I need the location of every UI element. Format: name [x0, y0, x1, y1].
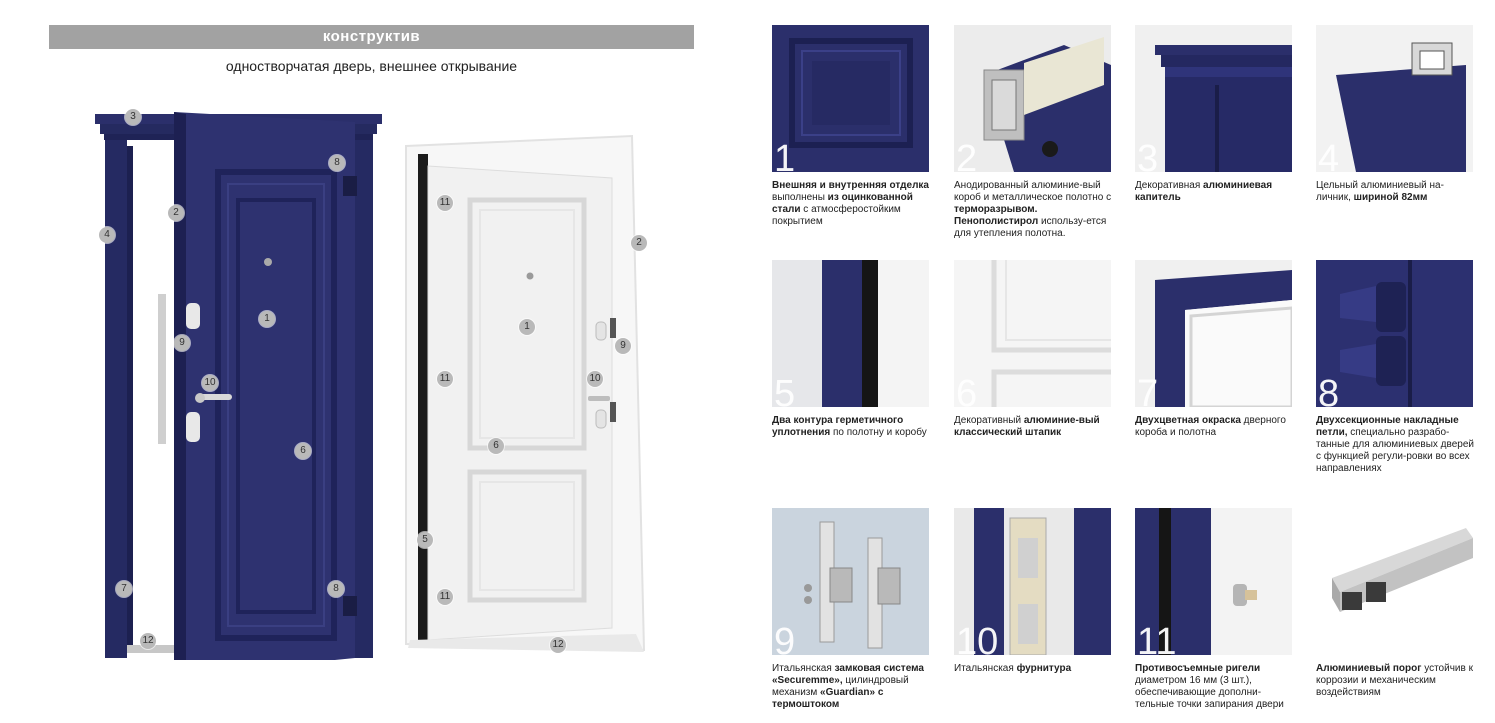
- marker-8-left-top: 8: [329, 155, 345, 171]
- marker-10-right: 10: [587, 371, 603, 387]
- marker-10-left: 10: [202, 375, 218, 391]
- feature-number: 10: [956, 621, 999, 655]
- feature-number: 11: [1137, 621, 1177, 655]
- marker-7-left: 7: [116, 581, 132, 597]
- feature-caption: Итальянская замковая система «Securemme», цилиндровый механизм «Guardian» с термоштоком: [772, 663, 924, 710]
- feature-caption: Внешняя и внутренняя отделка выполнены из оцинкованной стали с атмосферостойким покрытием: [772, 180, 929, 227]
- feature-photo-1: [772, 25, 929, 172]
- marker-9-left: 9: [174, 335, 190, 351]
- feature-number: 4: [1318, 138, 1340, 172]
- feature-number: 12: [1318, 621, 1361, 655]
- feature-caption: Двухсекционные накладные петли, специально разрабо-танные для алюминиевых дверей с функцией регули-ровки во всех направлениях: [1316, 415, 1474, 474]
- feature-number: 1: [774, 138, 796, 172]
- marker-11-right-mid: 11: [437, 371, 453, 387]
- feature-caption: Декоративный алюминие-вый классический штапик: [954, 415, 1100, 438]
- feature-caption: Противосъемные ригели диаметром 16 мм (3 шт.), обеспечивающие дополни-тельные точки запирания двери: [1135, 663, 1284, 710]
- feature-photo-6: [954, 260, 1111, 407]
- feature-number: 2: [956, 138, 978, 172]
- feature-caption: Итальянская фурнитура: [954, 663, 1072, 674]
- marker-6-left: 6: [295, 443, 311, 459]
- navy-door-illustration: [90, 108, 390, 660]
- marker-1-right: 1: [519, 319, 535, 335]
- marker-5-right: 5: [417, 532, 433, 548]
- marker-9-right: 9: [615, 338, 631, 354]
- feature-photo-4: [1316, 25, 1473, 172]
- feature-number: 6: [956, 373, 978, 407]
- feature-photo-5: [772, 260, 929, 407]
- marker-12-right: 12: [550, 637, 566, 653]
- marker-2-left: 2: [168, 205, 184, 221]
- feature-caption: Декоративная алюминиевая капитель: [1135, 180, 1273, 203]
- feature-caption: Двухцветная окраска дверного короба и полотна: [1135, 415, 1286, 438]
- marker-11-right-top: 11: [437, 195, 453, 211]
- feature-photo-3: [1135, 25, 1292, 172]
- section-banner: конструктив: [49, 25, 694, 49]
- marker-2-right: 2: [631, 235, 647, 251]
- feature-number: 3: [1137, 138, 1159, 172]
- feature-photo-11: [1135, 508, 1292, 655]
- feature-photo-10: [954, 508, 1111, 655]
- feature-caption: Алюминиевый порог устойчив к коррозии и механическим воздействиям: [1316, 663, 1473, 698]
- feature-photo-9: [772, 508, 929, 655]
- marker-12-left: 12: [140, 633, 156, 649]
- feature-number: 8: [1318, 373, 1340, 407]
- section-subtitle: одностворчатая дверь, внешнее открывание: [225, 58, 518, 74]
- feature-photo-7: [1135, 260, 1292, 407]
- feature-number: 7: [1137, 373, 1159, 407]
- feature-caption: Цельный алюминиевый на-личник, шириной 82мм: [1316, 180, 1444, 203]
- marker-1-left: 1: [259, 311, 275, 327]
- feature-caption: Два контура герметичного уплотнения по полотну и коробу: [772, 415, 927, 438]
- feature-number: 9: [774, 621, 796, 655]
- marker-11-right-bottom: 11: [437, 589, 453, 605]
- marker-6-right: 6: [488, 438, 504, 454]
- marker-3-left: 3: [125, 109, 141, 125]
- feature-number: 5: [774, 373, 796, 407]
- feature-caption: Анодированный алюминие-вый короб и металлическое полотно с терморазрывом. Пенополистирол использу-ется для утепления полотна.: [954, 180, 1112, 239]
- feature-photo-8: [1316, 260, 1473, 407]
- feature-photo-2: [954, 25, 1111, 172]
- feature-photo-12: [1316, 508, 1473, 655]
- marker-8-left-bottom: 8: [328, 581, 344, 597]
- marker-4-left: 4: [99, 227, 115, 243]
